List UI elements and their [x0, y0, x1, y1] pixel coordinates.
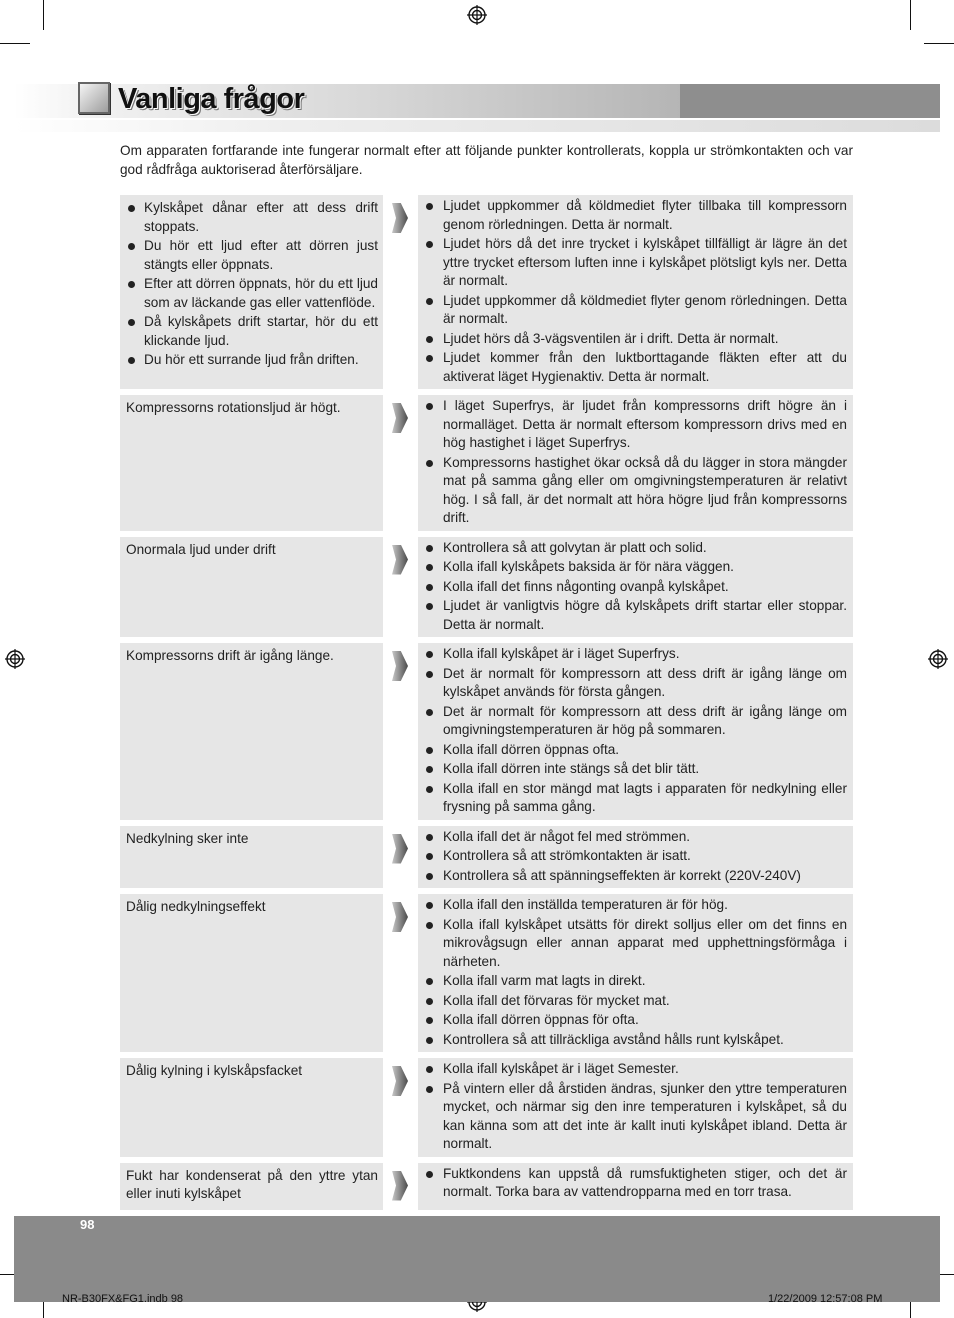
solution-item: Kolla ifall dörren öppnas för ofta. — [422, 1011, 847, 1030]
solution-list — [422, 397, 847, 528]
solution-list — [422, 645, 847, 817]
solution-list — [422, 197, 847, 386]
solution-item: Kolla ifall dörren öppnas ofta. — [422, 741, 847, 760]
solution-item: Ljudet hörs då det inre trycket i kylskåpet tillfälligt är lägre än det yttre trycket eftersom luften inne i kylskåpet plötsligt kyls ner. Detta är normalt. — [422, 235, 847, 291]
solution-cell — [418, 195, 853, 389]
arrow-right-icon — [392, 651, 408, 681]
crop-mark — [0, 43, 30, 44]
arrow-right-icon — [392, 1066, 408, 1096]
problem-cell — [120, 643, 383, 820]
page-title: Vanliga frågor — [118, 83, 305, 115]
solution-item: Kontrollera så att spänningseffekten är korrekt (220V-240V) — [422, 867, 847, 886]
arrow-right-icon — [392, 203, 408, 233]
solution-item: Kolla ifall kylskåpet är i läget Superfrys. — [422, 645, 847, 664]
solution-item: Kolla ifall kylskåpet utsätts för direkt solljus eller om det finns en mikrovågsugn eller annan apparat med upphettningsförmåga i närheten. — [422, 916, 847, 972]
footer-band — [14, 1216, 940, 1302]
file-slug: NR-B30FX&FG1.indb 98 — [62, 1293, 184, 1305]
solution-item: Kolla ifall den inställda temperaturen är för hög. — [422, 896, 847, 915]
crop-mark — [43, 0, 44, 30]
problem-item: Du hör ett ljud efter att dörren just stängts eller öppnats. — [126, 237, 378, 274]
problem-text: Dålig kylning i kylskåpsfacket — [126, 1063, 303, 1078]
solution-cell — [418, 1058, 853, 1157]
arrow-cell — [383, 1058, 418, 1157]
solution-item: Kontrollera så att tillräckliga avstånd hålls runt kylskåpet. — [422, 1031, 847, 1050]
solution-item: Kolla ifall det är något fel med strömmen. — [422, 828, 847, 847]
solution-cell — [418, 537, 853, 638]
solution-item: Fuktkondens kan uppstå då rumsfuktigheten stiger, och det är normalt. Torka bara av vattendropparna med en torr trasa. — [422, 1165, 847, 1202]
problem-cell — [120, 1058, 383, 1157]
registration-mark-icon — [928, 649, 948, 669]
solution-list — [422, 1165, 847, 1202]
solution-item: Ljudet uppkommer då köldmediet flyter tillbaka till kompressorn genom rörledningen. Detta är normalt. — [422, 197, 847, 234]
arrow-right-icon — [392, 834, 408, 864]
header-dark-block — [680, 84, 940, 118]
crop-mark — [924, 43, 954, 44]
faq-row — [120, 643, 853, 820]
solution-item: Kolla ifall kylskåpets baksida är för nära väggen. — [422, 558, 847, 577]
faq-row — [120, 195, 853, 389]
solution-item: Kolla ifall en stor mängd mat lagts i apparaten för nedkylning eller frysning på samma gång. — [422, 780, 847, 817]
title-square-icon — [78, 82, 110, 114]
solution-item: I läget Superfrys, är ljudet från kompressorns drift högre än i normalläget. Detta är normalt eftersom kompressorn drivs med en hög hastighet i läget Superfrys. — [422, 397, 847, 453]
faq-row — [120, 395, 853, 531]
solution-item: Ljudet kommer från den luktborttagande fläkten efter att du aktiverat läget Hygienaktiv. Detta är normalt. — [422, 349, 847, 386]
solution-list — [422, 1060, 847, 1154]
crop-mark — [910, 0, 911, 30]
solution-item: På vintern eller då årstiden ändras, sjunker den yttre temperaturen mycket, och närmar sig den inre temperaturen i kylskåpet, så du kan känna som att det inte är kallt inuti kylskåpet ibland. Detta är normalt. — [422, 1080, 847, 1154]
arrow-cell — [383, 643, 418, 820]
arrow-cell — [383, 826, 418, 889]
problem-text: Kompressorns drift är igång länge. — [126, 648, 334, 663]
problem-list — [126, 199, 378, 370]
solution-list — [422, 896, 847, 1049]
registration-mark-icon — [467, 5, 487, 25]
solution-item: Ljudet hörs då 3-vägsventilen är i drift. Detta är normalt. — [422, 330, 847, 349]
problem-text: Dålig nedkylningseffekt — [126, 899, 266, 914]
faq-table — [120, 195, 853, 1216]
solution-item: Ljudet uppkommer då köldmediet flyter genom rörledningen. Detta är normalt. — [422, 292, 847, 329]
solution-item: Kontrollera så att golvytan är platt och solid. — [422, 539, 847, 558]
arrow-cell — [383, 195, 418, 389]
solution-item: Kolla ifall det förvaras för mycket mat. — [422, 992, 847, 1011]
solution-item: Kolla ifall det finns någonting ovanpå kylskåpet. — [422, 578, 847, 597]
problem-text: Fukt har kondenserat på den yttre ytan eller inuti kylskåpet — [126, 1167, 378, 1201]
arrow-cell — [383, 1163, 418, 1210]
problem-cell — [120, 826, 383, 889]
solution-cell — [418, 894, 853, 1052]
problem-cell — [120, 894, 383, 1052]
faq-row — [120, 537, 853, 638]
solution-cell — [418, 826, 853, 889]
problem-cell — [120, 395, 383, 531]
registration-mark-icon — [5, 649, 25, 669]
page-number: 98 — [80, 1217, 95, 1232]
solution-cell — [418, 643, 853, 820]
solution-cell — [418, 1163, 853, 1210]
faq-row — [120, 826, 853, 889]
solution-item: Kolla ifall varm mat lagts in direkt. — [422, 972, 847, 991]
solution-item: Kompressorns hastighet ökar också då du lägger in stora mängder mat på samma gång eller om omgivningstemperaturen är relativt hög. I så fall, är det normalt att höra högre ljud från kompressorns drift. — [422, 454, 847, 528]
problem-cell — [120, 195, 383, 389]
solution-item: Kolla ifall dörren inte stängs så det blir tätt. — [422, 760, 847, 779]
print-timestamp: 1/22/2009 12:57:08 PM — [768, 1293, 883, 1305]
arrow-cell — [383, 395, 418, 531]
problem-item: Efter att dörren öppnats, hör du ett ljud som av läckande gas eller vattenflöde. — [126, 275, 378, 312]
arrow-right-icon — [392, 545, 408, 575]
arrow-cell — [383, 537, 418, 638]
problem-cell — [120, 537, 383, 638]
solution-item: Kolla ifall kylskåpet är i läget Semester. — [422, 1060, 847, 1079]
solution-list — [422, 828, 847, 886]
problem-item: Då kylskåpets drift startar, hör du ett klickande ljud. — [126, 313, 378, 350]
arrow-cell — [383, 894, 418, 1052]
solution-item: Det är normalt för kompressorn att dess drift är igång länge om omgivningstemperaturen är hög på sommaren. — [422, 703, 847, 740]
faq-row — [120, 1058, 853, 1157]
arrow-right-icon — [392, 1171, 408, 1201]
solution-item: Ljudet är vanligtvis högre då kylskåpets drift startar eller stoppar. Detta är normalt. — [422, 597, 847, 634]
intro-text: Om apparaten fortfarande inte fungerar normalt efter att följande punkter kontrollerats, koppla ur strömkontakten och var god rådfråga auktoriserad återförsäljare. — [120, 143, 853, 177]
solution-item: Kontrollera så att strömkontakten är isatt. — [422, 847, 847, 866]
faq-row — [120, 894, 853, 1052]
solution-item: Det är normalt för kompressorn att dess drift är igång länge om kylskåpet används för första gången. — [422, 665, 847, 702]
problem-text: Nedkylning sker inte — [126, 830, 249, 846]
arrow-right-icon — [392, 403, 408, 433]
solution-list — [422, 539, 847, 635]
problem-item: Du hör ett surrande ljud från driften. — [126, 351, 378, 370]
header-underline — [14, 120, 940, 132]
solution-cell — [418, 395, 853, 531]
problem-cell — [120, 1163, 383, 1210]
problem-item: Kylskåpet dånar efter att dess drift stoppats. — [126, 199, 378, 236]
problem-text: Kompressorns rotationsljud är högt. — [126, 400, 341, 415]
problem-text: Onormala ljud under drift — [126, 541, 276, 557]
arrow-right-icon — [392, 902, 408, 932]
faq-row — [120, 1163, 853, 1210]
